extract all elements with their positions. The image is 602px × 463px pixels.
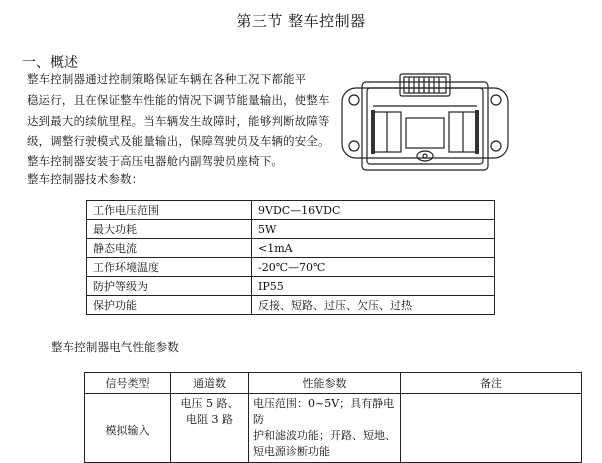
intro-line: 稳运行，且在保证整车性能的情况下调节能量输出，使整车: [27, 93, 330, 107]
table-row: [87, 296, 495, 315]
intro-line: 整车控制器技术参数：: [27, 172, 144, 186]
spec-value: 反接、短路、过压、欠压、过热: [252, 296, 495, 315]
column-header: 信号类型: [85, 373, 171, 394]
column-header: 性能参数: [249, 373, 401, 394]
spec-label: 最大功耗: [87, 220, 252, 239]
table-header-row: [85, 373, 582, 394]
table-row: [85, 394, 582, 463]
table-row: [87, 239, 495, 258]
spec-value: 5W: [252, 220, 495, 239]
channel-count: [171, 394, 249, 463]
section-heading: 一、概述: [22, 55, 78, 71]
param-line: 短电源诊断功能: [253, 445, 330, 458]
column-header: 备注: [401, 373, 582, 394]
table-row: [87, 258, 495, 277]
spec-value: 9VDC—16VDC: [252, 201, 495, 220]
spec-label: 防护等级为: [87, 277, 252, 296]
note-cell: [401, 394, 582, 463]
table-row: [87, 201, 495, 220]
vehicle-controller-image: [340, 72, 510, 177]
param-line: 护和滤波功能；开路、短地、: [253, 429, 396, 442]
param-line: 电压范围：0~5V；具有静电防: [253, 397, 395, 426]
signal-type: 模拟输入: [85, 394, 171, 463]
spec-value: -20℃—70℃: [252, 258, 495, 277]
intro-line: 级，调整行驶模式及能量输出，保障驾驶员及车辆的安全。: [27, 134, 330, 148]
spec-value: IP55: [252, 277, 495, 296]
spec-label: 保护功能: [87, 296, 252, 315]
table-row: [87, 277, 495, 296]
spec-label: 工作电压范围: [87, 201, 252, 220]
channel-line: 电压 5 路、: [180, 397, 239, 410]
page-title: 第三节 整车控制器: [236, 12, 366, 30]
signal-table: [84, 372, 582, 463]
intro-line: 整车控制器通过控制策略保证车辆在各种工况下都能平: [27, 72, 307, 86]
table-row: [87, 220, 495, 239]
spec-label: 静态电流: [87, 239, 252, 258]
intro-line: 达到最大的续航里程。当车辆发生故障时，能够判断故障等: [27, 114, 330, 128]
column-header: 通道数: [171, 373, 249, 394]
intro-line: 整车控制器安装于高压电器舱内副驾驶员座椅下。: [27, 154, 284, 168]
performance-params: [249, 394, 401, 463]
spec-label: 工作环境温度: [87, 258, 252, 277]
channel-line: 电阻 3 路: [186, 413, 233, 426]
electrical-heading: 整车控制器电气性能参数: [51, 340, 180, 354]
spec-value: <1mA: [252, 239, 495, 258]
spec-table: [86, 200, 495, 315]
